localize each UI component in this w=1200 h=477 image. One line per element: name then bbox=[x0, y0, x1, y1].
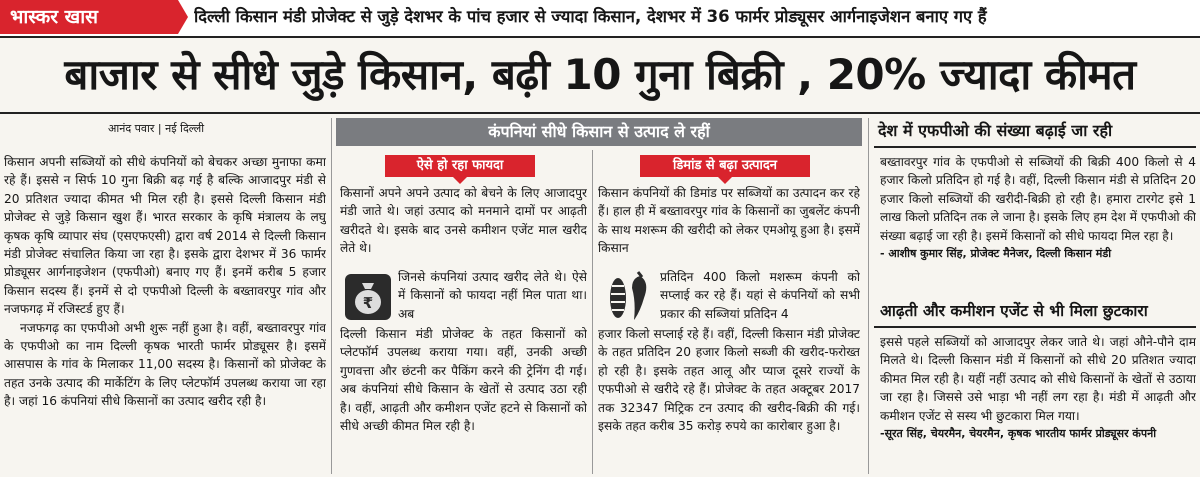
column-divider-right bbox=[868, 118, 869, 474]
headline-rule bbox=[0, 112, 1200, 114]
right-heading-1: देश में एफपीओ की संख्या बढ़ाई जा रही bbox=[878, 121, 1113, 140]
right-signature-1: - आशीष कुमार सिंह, प्रोजेक्ट मैनेजर, दिल्ली किसान मंडी bbox=[880, 247, 1112, 261]
vegetables-icon bbox=[600, 268, 656, 324]
right-signature-2: -सूरत सिंह, चेयरमैन, चेयरमैन, कृषक भारतीय फार्मर प्रोड्यूसर कंपनी bbox=[880, 427, 1157, 441]
right-rule-1 bbox=[874, 146, 1196, 148]
demand-text-bottom bbox=[598, 325, 860, 475]
left-column bbox=[4, 153, 326, 473]
money-bag-icon bbox=[345, 274, 391, 320]
section-tag: भास्कर खास bbox=[0, 0, 178, 34]
demand-text-top bbox=[598, 184, 860, 270]
demand-paragraph-2: प्रतिदिन 400 किलो मशरूम कंपनी को सप्लाई कर रहे हैं। यहां से कंपनियों को सभी प्रकार की सब्जियां प्रतिदिन 4 bbox=[660, 270, 860, 321]
top-banner bbox=[0, 0, 1200, 38]
benefit-paragraph-2: जिनसे कंपनियां उत्पाद खरीद लेते थे। ऐसे में किसानों को फायदा नहीं मिल पाता था। अब bbox=[398, 270, 587, 321]
left-paragraph-2: नजफगढ़ का एफपीओ अभी शुरू नहीं हुआ है। वहीं, बख्तावरपुर गांव के एफपीओ का नाम दिल्ली कृषक भारती फार्मर प्रोड्यूसर है। इसमें आसपास के गांव के मिलाकर 11,00 सदस्य है। किसानों को प्रोजेक्ट के तहत उनके उत्पाद की मार्केटिंग के लिए प्लेटफॉर्म उपलब्ध कराया जा रहा है। जहां 16 कंपनियां सीधे किसानों का उत्पाद खरीद रही है। bbox=[4, 320, 326, 409]
right-rule-2 bbox=[874, 326, 1196, 328]
column-divider-center bbox=[592, 150, 593, 474]
right-quote-1: बख्तावरपुर गांव के एफपीओ से सब्जियों की बिक्री 400 किलो से 4 हजार किलो प्रतिदिन हो गई है। वहीं, दिल्ली किसान मंडी से प्रतिदिन 20 हजार किलो सब्जियों की खरीदी-बिक्री हो रही है। हमारा टारगेट इसे 1 लाख किलो प्रतिदिन तक ले जाना है। इसके लिए हम देश में एफपीओ की संख्या बढ़ाई जा रही है। इसमें किसानों को सीधे फायदा मिल रहा है। bbox=[880, 155, 1196, 243]
demand-paragraph-1: किसान कंपनियों की डिमांड पर सब्जियों का उत्पादन कर रहे हैं। हाल ही में बख्तावरपुर गांव के किसानों का जुबलेंट कंपनी के साथ मशरूम की खरीदी को लेकर एमओयू हुआ है। इसमें किसान bbox=[598, 186, 860, 256]
svg-text:₹: ₹ bbox=[362, 294, 374, 312]
benefit-text-top bbox=[340, 184, 587, 270]
subhead-benefit: ऐसे हो रहा फायदा bbox=[385, 155, 535, 177]
benefit-paragraph-1: किसानों अपने अपने उत्पाद को बेचने के लिए आजादपुर मंडी जाते थे। जहां उत्पाद को मनमाने दामों पर आढ़ती खरीदते थे। इसके बाद उनसे कमीशन एजेंट माल खरीद लेते थे। bbox=[340, 186, 587, 256]
subhead-demand: डिमांड से बढ़ा उत्पादन bbox=[640, 155, 810, 177]
headline: बाजार से सीधे जुड़े किसान, बढ़ी 10 गुना बिक्री , 20% ज्यादा कीमत bbox=[64, 50, 1136, 99]
column-divider-left bbox=[331, 118, 332, 474]
right-heading-2: आढ़ती और कमीशन एजेंट से भी मिला छुटकारा bbox=[880, 302, 1148, 320]
demand-paragraph-3: हजार किलो सप्लाई रहे हैं। वहीं, दिल्ली किसान मंडी प्रोजेक्ट के तहत प्रतिदिन 20 हजार किलो सब्जी की खरीद-फरोख्त हो रही है। इसके तहत आलू और प्याज दूसरे राज्यों के एफपीओ से खरीदे रहे हैं। प्रोजेक्ट के तहत अक्टूबर 2017 तक 32347 मिट्रिक टन उत्पाद की खरीद-बिक्री की गई। इसके तहत करीब 35 करोड़ रुपये का कारोबार हुआ है। bbox=[598, 327, 860, 434]
benefit-text-bottom bbox=[340, 325, 587, 475]
kicker-line: दिल्ली किसान मंडी प्रोजेक्ट से जुड़े देशभर के पांच हजार से ज्यादा किसान, देशभर में 36 फार्मर प्रोड्यूसर आर्गनाइजेशन बनाए गए हैं bbox=[194, 7, 987, 26]
benefit-text-wrap bbox=[398, 268, 587, 326]
benefit-paragraph-3: दिल्ली किसान मंडी प्रोजेक्ट के तहत किसानों को प्लेटफॉर्म उपलब्ध कराया गया। वहीं, उनकी अच्छी गुणवत्ता और छंटनी कर पैकिंग करने की ट्रेनिंग दी गई। अब कंपनियां सीधे किसान के खेतों से उत्पाद उठा रही है। वहीं, आढ़ती और कमीशन एजेंट हटने से किसानों को सीधे अच्छी कीमत मिल रही है। bbox=[340, 327, 587, 434]
left-paragraph-1: किसान अपनी सब्जियों को सीधे कंपनियों को बेचकर अच्छा मुनाफा कमा रहे हैं। इससे न सिर्फ 10 गुना बिक्री बढ़ गई है बल्कि आजादपुर मंडी से 20 प्रतिशत ज्यादा कीमत भी मिल रही है। इससे दिल्ली किसान मंडी प्रोजेक्ट से जुड़े किसान खुश हैं। भारत सरकार के कृषि मंत्रालय के लघु कृषक कृषि व्यापार संघ (एसएफएसी) द्वारा वर्ष 2014 से दिल्ली किसान मंडी प्रोजेक्ट संचालित किया जा रहा है। इसके द्वारा देशभर में 36 फार्मर प्रोड्यूसर आर्गनाइजेशन (एफपीओ) बनाए गए हैं। इनमें करीब 5 हजार किसान सदस्य हैं। इनमें से दो एफपीओ दिल्ली के बख्तावरपुर गांव और नजफगढ़ में रजिस्टर्ड हुए हैं। bbox=[4, 155, 326, 317]
right-quote-1-block bbox=[880, 153, 1196, 279]
center-band-heading: कंपनियां सीधे किसान से उत्पाद ले रहीं bbox=[336, 118, 862, 146]
right-quote-2: इससे पहले सब्जियों को आजादपुर लेकर जाते थे। जहां औने-पौने दाम मिलते थे। दिल्ली किसान मंडी में किसानों को सीधे 20 प्रतिशत ज्यादा कीमत मिल रही है। यहीं नहीं उत्पाद को सीधे किसानों के खेतों से उठाया जा रहा है। जिससे उसे भाड़ा भी नहीं लग रहा है। मंडी में आढ़ती और कमीशन एजेंट से सस्य भी छुटकारा मिल गया। bbox=[880, 335, 1196, 423]
demand-text-wrap bbox=[660, 268, 860, 326]
byline: आनंद पवार | नई दिल्ली bbox=[108, 122, 205, 135]
money-bag-icon-svg bbox=[345, 274, 391, 320]
right-quote-2-block bbox=[880, 333, 1196, 473]
